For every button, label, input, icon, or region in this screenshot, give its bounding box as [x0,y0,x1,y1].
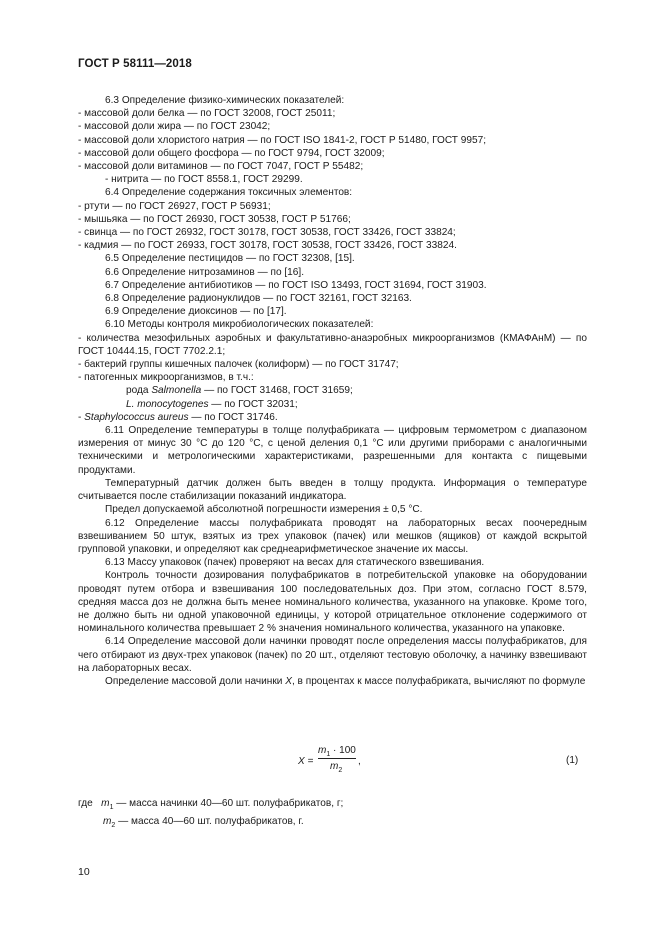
section-6-4-title: 6.4 Определение содержания токсичных элементов: [105,187,353,199]
section-6-5: 6.5 Определение пестицидов — по ГОСТ 32308, [15]. [105,253,355,265]
formula-denominator [330,761,342,774]
text-span: — по ГОСТ 31468, ГОСТ 31659; [201,385,353,397]
text-span: , в процентах к массе полуфабриката, вычисляют по формуле [291,675,586,687]
list-item: - свинца — по ГОСТ 26932, ГОСТ 30178, ГОСТ 30538, ГОСТ 33426, ГОСТ 33824; [78,227,456,239]
section-6-3-title: 6.3 Определение физико-химических показателей: [105,95,345,106]
formula-number: (1) [566,755,579,766]
text-span: · 100 [330,745,356,756]
section-6-6: 6.6 Определение нитрозаминов — по [16]. [105,266,305,278]
species-name: L. monocytogenes [126,398,209,410]
list-item: - массовой доли хлористого натрия — по ГОСТ ISO 1841-2, ГОСТ Р 51480, ГОСТ 9957; [78,134,487,146]
list-item: - массовой доли белка — по ГОСТ 32008, ГОСТ 25011; [78,108,336,120]
standard-header: ГОСТ Р 58111—2018 [78,58,192,70]
text-span: - [78,411,85,423]
paragraph: Контроль точности дозирования полуфабрикатов в потребительской упаковке на оборудовании проводят путем отбора и взвешивания 100 последовательных доз. При этом, согласно ГОСТ 8.579, средняя масса доз не должна быть менее номинального количества, указанного на упаковке. Кроме того, не должно быть ни одной упаковочной единицы, у которой отрицательное отклонение содержимого от номинального количества превышает 2 % значения номинального количества, указанного на упаковке. [78,570,587,635]
list-item: - мышьяка — по ГОСТ 26930, ГОСТ 30538, ГОСТ Р 51766; [78,213,351,225]
var-m: m [103,816,112,827]
list-item: - бактерий группы кишечных палочек (колиформ) — по ГОСТ 31747; [78,359,399,371]
list-item: - нитрита — по ГОСТ 8558.1, ГОСТ 29299. [105,174,303,186]
list-item: - массовой доли жира — по ГОСТ 23042; [78,121,271,133]
text-span: — по ГОСТ 31746. [188,411,278,423]
subscript: 1 [109,804,114,812]
list-item-staph [78,411,587,424]
formula-lhs: X = [298,756,314,767]
section-6-9: 6.9 Определение диоксинов — по [17]. [105,306,287,318]
where-m1 [78,797,343,814]
section-6-10-title: 6.10 Методы контроля микробиологических показателей: [105,319,374,331]
subscript: 1 [326,751,331,758]
subscript: 2 [111,822,116,830]
section-6-12: 6.12 Определение массы полуфабриката проводят на лабораторных весах поочередным взвешиванием 50 штук, взятых из трех упаковок (пачек) или мешков (ящиков) от каждой вскрытой групповой упаковки, и определяют как среднеарифметическое значение их массы. [78,517,587,555]
document-body [78,94,587,688]
list-subitem-salmonella [78,384,587,397]
section-6-14: 6.14 Определение массовой доли начинки проводят после определения массы полуфабрикатов, для чего отбирают из двух-трех упаковок (пачек) по 20 шт., отделяют тестовую оболочку, а начинку взвешивают на лабораторных весах. [78,636,587,674]
list-item: - патогенных микроорганизмов, в т.ч.: [78,372,254,384]
species-name: Staphylococcus aureus [84,411,189,423]
text-span: рода [126,385,152,397]
section-6-8: 6.8 Определение радионуклидов — по ГОСТ 32161, ГОСТ 32163. [105,293,412,305]
list-item: - массовой доли общего фосфора — по ГОСТ 9794, ГОСТ 32009; [78,147,385,159]
section-6-11: 6.11 Определение температуры в толще полуфабриката — цифровым термометром с диапазоном измерения от минус 30 °С до 120 °С, с ценой деления 0,1 °С или другими приборами с аналогичными техническими и метрологическими характеристиками, разрешенными для контакта с пищевыми продуктами. [78,425,587,476]
var-m: m [101,798,110,809]
fraction-bar [318,758,356,759]
list-item: - количества мезофильных аэробных и факультативно-анаэробных микроорганизмов (КМАФАнМ) — по ГОСТ 10444.15, ГОСТ 7702.2.1; [78,332,587,357]
list-subitem-listeria [78,398,587,411]
text-span: — по ГОСТ 32031; [208,398,298,410]
where-m2 [103,815,304,832]
var-m: m [318,745,327,756]
paragraph: Температурный датчик должен быть введен в толщу продукта. Информация о температуре считывается после стабилизации показаний индикатора. [78,477,587,503]
formula-intro [78,675,587,688]
subscript: 2 [338,767,343,774]
formula-numerator [318,745,356,758]
section-6-13: 6.13 Массу упаковок (пачек) проверяют на весах для статического взвешивания. [105,557,485,569]
list-item: - массовой доли витаминов — по ГОСТ 7047, ГОСТ Р 55482; [78,161,364,173]
list-item: - кадмия — по ГОСТ 26933, ГОСТ 30178, ГОСТ 30538, ГОСТ 33426, ГОСТ 33824. [78,240,457,252]
text-span: Определение массовой доли начинки [105,675,286,687]
paragraph: Предел допускаемой абсолютной погрешности измерения ± 0,5 °С. [105,504,423,516]
where-word: где [78,798,93,809]
text-span: — масса 40—60 шт. полуфабрикатов, г. [115,816,304,827]
text-span: — масса начинки 40—60 шт. полуфабрикатов, г; [113,798,344,809]
variable-x: X [285,675,292,687]
var-m: m [330,761,339,772]
page-number: 10 [78,866,90,878]
list-item: - ртути — по ГОСТ 26927, ГОСТ Р 56931; [78,200,271,212]
formula-1 [290,745,410,777]
section-6-7: 6.7 Определение антибиотиков — по ГОСТ ISO 13493, ГОСТ 31694, ГОСТ 31903. [105,279,487,291]
species-name: Salmonella [151,385,202,397]
formula-end: , [358,756,361,767]
